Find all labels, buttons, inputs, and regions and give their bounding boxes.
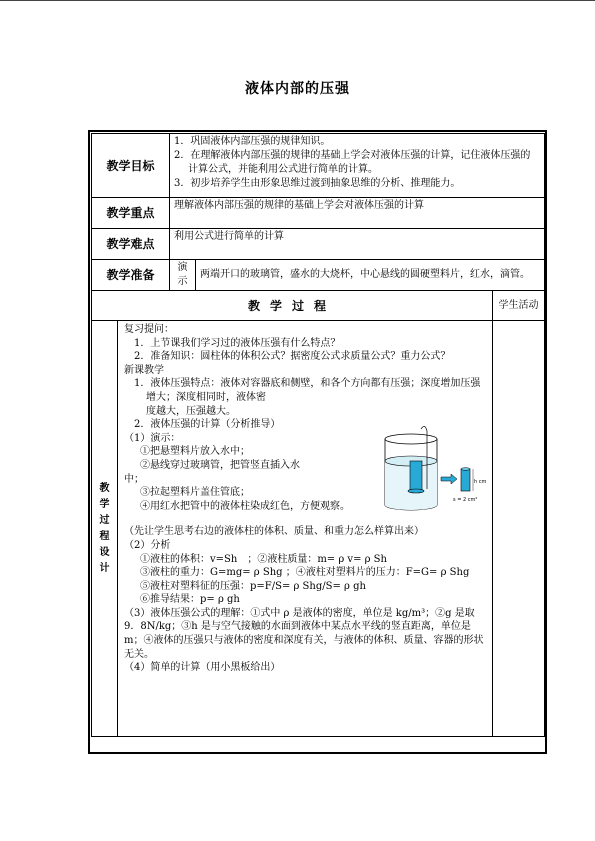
lesson-plan-table xyxy=(91,133,545,737)
goals-row xyxy=(92,134,545,198)
goal-item: 1．巩固液体内部压强的规律知识。 xyxy=(174,136,331,147)
process-line: ⑤液柱对塑料征的压强：p=F/S= ρ Shg/S= ρ gh xyxy=(140,580,366,592)
process-line: 复习提问： xyxy=(124,324,174,335)
process-line: 新课教学 xyxy=(124,364,164,376)
process-line: ⑥推导结果：p= ρ gh xyxy=(140,594,240,606)
difficulty-text: 利用公式进行简单的计算 xyxy=(170,229,545,260)
difficulty-label: 教学难点 xyxy=(92,229,170,260)
process-line: 1．液体压强特点：液体对容器底和侧壁，和各个方向都有压强；深度增加压强增大；深度相同时，液体密 xyxy=(134,378,481,403)
goals-content xyxy=(170,134,545,198)
goal-item: 2．在理解液体内部压强的规律的基础上学会对液体压强的计算，记住液体压强的计算公式，并能利用公式进行简单的计算。 xyxy=(174,150,531,175)
process-line: ③拉起塑料片盖住管底； xyxy=(140,487,250,499)
process-line: ③液柱的重力：G=mg= ρ Shg ；④液柱对塑料片的压力：F=G= ρ Shg xyxy=(140,567,470,579)
process-header: 教学过程 xyxy=(92,291,493,321)
process-line: ①液柱的体积：v=Sh ；②液柱质量：m= ρ v= ρ Sh xyxy=(140,553,387,565)
figure-label-s: s = 2 cm² xyxy=(453,497,478,503)
process-content xyxy=(118,321,493,737)
prep-label: 教学准备 xyxy=(92,260,170,291)
process-line: ②悬线穿过玻璃管，把管竖直插入水 xyxy=(140,459,300,471)
page-title: 液体内部的压强 xyxy=(245,81,350,97)
goal-item: 3．初步培养学生由形象思维过渡到抽象思维的分析、推理能力。 xyxy=(174,178,461,189)
top-rule xyxy=(0,0,595,1)
process-line: （4）简单的计算（用小黑板给出） xyxy=(124,662,281,674)
process-line: ①把悬塑料片放入水中； xyxy=(140,446,250,458)
process-line: （2）分析 xyxy=(124,539,171,551)
process-side-label: 教学过程设计 xyxy=(99,482,110,574)
process-line: （3）液体压强公式的理解：①式中 ρ 是液体的密度，单位是 kg/m³；②g 是取 9．8N/kg；③h 是与空气接触的水面到液体中某点水平线的竖直距离，单位是 m；④液体的压强只与液体的密度和深度有关，与液体的体积、质量、容器的形状无关。 xyxy=(124,607,484,660)
prep-text: 两端开口的玻璃管，盛水的大烧杯，中心悬线的圆硬塑料片，红水，滴管。 xyxy=(196,260,545,291)
process-body-row xyxy=(92,321,545,737)
process-line: （先让学生思考右边的液体柱的体积、质量、和重力怎么样算出来） xyxy=(124,526,424,538)
process-line: （1）演示： xyxy=(124,432,181,444)
process-line: 2．准备知识：圆柱体的体积公式？据密度公式求质量公式？重力公式？ xyxy=(134,351,451,363)
process-line: ④用红水把管中的液体柱染成红色，方便观察。 xyxy=(140,500,350,512)
key-point-label: 教学重点 xyxy=(92,198,170,229)
prep-row xyxy=(92,260,545,291)
process-line: 2．液体压强的计算（分析推导） xyxy=(134,419,281,431)
goals-label: 教学目标 xyxy=(92,134,170,198)
process-line: 中； xyxy=(124,473,144,485)
key-point-row xyxy=(92,198,545,229)
process-header-row xyxy=(92,291,545,321)
key-point-text: 理解液体内部压强的规律的基础上学会对液体压强的计算 xyxy=(170,198,545,229)
process-line: 度越大，压强越大。 xyxy=(146,405,236,417)
difficulty-row xyxy=(92,229,545,260)
prep-sub-label: 演示 xyxy=(170,260,196,291)
process-line: 1．上节课我们学习过的液体压强有什么特点？ xyxy=(134,337,341,349)
process-side-cell xyxy=(92,321,118,737)
student-activity-header: 学生活动 xyxy=(493,291,545,321)
figure-label-h: h cm xyxy=(474,479,487,485)
student-activity-cell xyxy=(493,321,545,737)
liquid-column-figure xyxy=(381,425,491,521)
